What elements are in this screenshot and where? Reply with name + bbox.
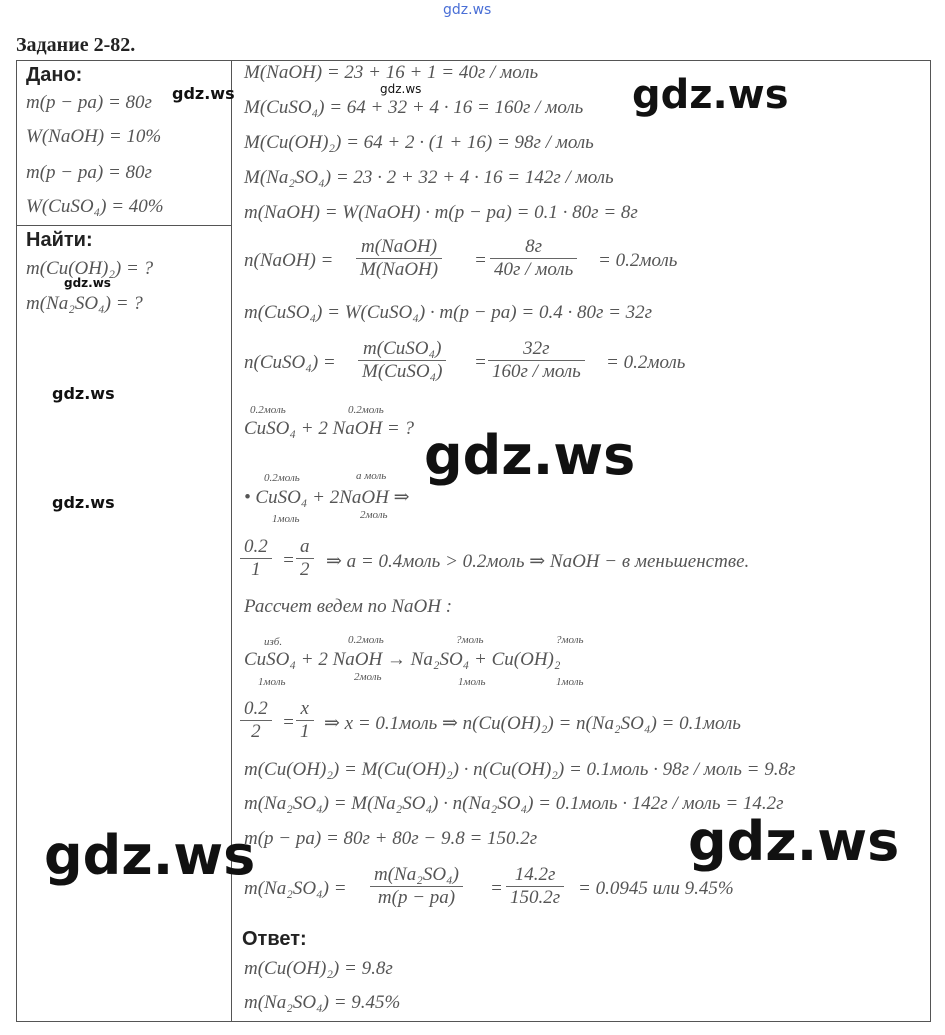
w-na2so4-fraction-2 bbox=[506, 864, 564, 909]
molar-mass-line: M(CuSO₄) = 64 + 32 + 4 · 16 = 160г / моль bbox=[244, 97, 584, 118]
watermark: gdz.ws bbox=[424, 424, 636, 487]
fraction-denominator: 160г / моль bbox=[492, 361, 581, 382]
fraction-denominator: m(p − pa) bbox=[377, 887, 456, 908]
reaction-annotation: 1моль bbox=[258, 676, 286, 688]
reaction-annotation: 0.2моль bbox=[348, 404, 384, 416]
answer-item: m(Cu(OH)₂) = 9.8г bbox=[244, 958, 393, 979]
calc-by-line: Рассчет ведем по NaOH : bbox=[244, 596, 453, 617]
ratio-fraction bbox=[240, 536, 272, 581]
given-item: W(CuSO₄) = 40% bbox=[26, 196, 164, 217]
w-na2so4-result: = 0.0945 или 9.45% bbox=[578, 878, 734, 899]
w-na2so4-fraction-1 bbox=[370, 864, 463, 909]
mass-line: m(Na₂SO₄) = M(Na₂SO₄) · n(Na₂SO₄) = 0.1моль · 142г / моль = 14.2г bbox=[244, 793, 784, 814]
reaction-annotation: 0.2моль bbox=[250, 404, 286, 416]
reaction-annotation: 1моль bbox=[458, 676, 486, 688]
equals-sign: = bbox=[474, 250, 487, 271]
watermark: gdz.ws bbox=[632, 72, 789, 118]
reaction-1: CuSO₄ + 2 NaOH = ? bbox=[244, 418, 415, 439]
fraction-numerator: 32г bbox=[488, 338, 585, 361]
ratio-fraction bbox=[296, 536, 314, 581]
find-header: Найти: bbox=[26, 229, 93, 251]
fraction-denominator: 1 bbox=[251, 559, 261, 580]
watermark: gdz.ws bbox=[52, 493, 115, 512]
equals-sign: = bbox=[490, 878, 503, 899]
given-item: m(p − pa) = 80г bbox=[26, 92, 152, 113]
reaction-3: CuSO₄ + 2 NaOH → Na₂SO₄ + Cu(OH)₂ bbox=[244, 649, 561, 670]
fraction-numerator: a bbox=[296, 536, 314, 559]
fraction-denominator: 1 bbox=[300, 721, 310, 742]
fraction-denominator: 150.2г bbox=[510, 887, 561, 908]
molar-mass-line: M(Cu(OH)₂) = 64 + 2 · (1 + 16) = 98г / моль bbox=[244, 132, 594, 153]
fraction-denominator: M(NaOH) bbox=[360, 259, 439, 280]
top-watermark: gdz.ws bbox=[443, 2, 492, 18]
watermark: gdz.ws bbox=[380, 82, 422, 96]
reaction-annotation: 1моль bbox=[272, 513, 300, 525]
task-title: Задание 2-82. bbox=[16, 34, 136, 56]
n-cuso4-lhs: n(CuSO₄) = bbox=[244, 352, 336, 373]
equals-sign: = bbox=[474, 352, 487, 373]
ratio-fraction bbox=[296, 698, 314, 743]
ratio-fraction bbox=[240, 698, 272, 743]
equals-sign: = bbox=[282, 550, 295, 571]
fraction-denominator: 2 bbox=[251, 721, 261, 742]
w-na2so4-lhs: m(Na₂SO₄) = bbox=[244, 878, 347, 899]
reaction-annotation: 2моль bbox=[360, 509, 388, 521]
reaction-annotation: изб. bbox=[264, 636, 283, 648]
given-header: Дано: bbox=[26, 64, 83, 86]
n-naoh-lhs: n(NaOH) = bbox=[244, 250, 334, 271]
mass-line: m(p − pa) = 80г + 80г − 9.8 = 150.2г bbox=[244, 828, 538, 849]
n-cuso4-fraction-1 bbox=[358, 338, 446, 383]
answer-header: Ответ: bbox=[242, 928, 307, 950]
watermark: gdz.ws bbox=[52, 384, 115, 403]
ratio-conclusion: ⇒ a = 0.4моль > 0.2моль ⇒ NaOH − в меньшенстве. bbox=[326, 551, 750, 572]
reaction-annotation: a моль bbox=[356, 470, 387, 482]
mass-naoh-line: m(NaOH) = W(NaOH) · m(p − pa) = 0.1 · 80г = 8г bbox=[244, 202, 638, 223]
fraction-numerator: m(CuSO₄) bbox=[358, 338, 446, 361]
n-naoh-fraction-1 bbox=[356, 236, 442, 281]
fraction-numerator: x bbox=[296, 698, 314, 721]
molar-mass-line: M(NaOH) = 23 + 16 + 1 = 40г / моль bbox=[244, 62, 539, 83]
reaction-annotation: 0.2моль bbox=[348, 634, 384, 646]
fraction-numerator: m(Na₂SO₄) bbox=[370, 864, 463, 887]
mass-cuso4-line: m(CuSO₄) = W(CuSO₄) · m(p − pa) = 0.4 · 80г = 32г bbox=[244, 302, 653, 323]
n-cuso4-fraction-2 bbox=[488, 338, 585, 383]
given-item: m(p − pa) = 80г bbox=[26, 162, 152, 183]
mass-line: m(Cu(OH)₂) = M(Cu(OH)₂) · n(Cu(OH)₂) = 0.1моль · 98г / моль = 9.8г bbox=[244, 759, 796, 780]
fraction-denominator: M(CuSO₄) bbox=[362, 361, 443, 382]
watermark: gdz.ws bbox=[688, 810, 900, 873]
reaction-annotation: 0.2моль bbox=[264, 472, 300, 484]
fraction-numerator: 0.2 bbox=[240, 536, 272, 559]
reaction-2: • CuSO₄ + 2NaOH ⇒ bbox=[244, 487, 410, 508]
fraction-numerator: 0.2 bbox=[240, 698, 272, 721]
n-cuso4-result: = 0.2моль bbox=[606, 352, 686, 373]
reaction-annotation: ?моль bbox=[556, 634, 584, 646]
fraction-denominator: 40г / моль bbox=[494, 259, 574, 280]
fraction-numerator: 14.2г bbox=[506, 864, 564, 887]
reaction-annotation: 1моль bbox=[556, 676, 584, 688]
reaction-annotation: 2моль bbox=[354, 671, 382, 683]
fraction-numerator: 8г bbox=[490, 236, 577, 259]
given-find-divider bbox=[16, 225, 231, 226]
given-item: W(NaOH) = 10% bbox=[26, 126, 162, 147]
equals-sign: = bbox=[282, 712, 295, 733]
ratio-conclusion: ⇒ x = 0.1моль ⇒ n(Cu(OH)₂) = n(Na₂SO₄) = 0.1моль bbox=[324, 713, 741, 734]
answer-item: m(Na₂SO₄) = 9.45% bbox=[244, 992, 401, 1013]
n-naoh-fraction-2 bbox=[490, 236, 577, 281]
reaction-annotation: ?моль bbox=[456, 634, 484, 646]
fraction-numerator: m(NaOH) bbox=[356, 236, 442, 259]
watermark: gdz.ws bbox=[44, 824, 256, 887]
watermark: gdz.ws bbox=[172, 84, 235, 103]
n-naoh-result: = 0.2моль bbox=[598, 250, 678, 271]
watermark: gdz.ws bbox=[64, 276, 111, 290]
molar-mass-line: M(Na₂SO₄) = 23 · 2 + 32 + 4 · 16 = 142г / моль bbox=[244, 167, 614, 188]
find-item: m(Na₂SO₄) = ? bbox=[26, 293, 143, 314]
fraction-denominator: 2 bbox=[300, 559, 310, 580]
find-item: m(Cu(OH)₂) = ? bbox=[26, 258, 154, 279]
